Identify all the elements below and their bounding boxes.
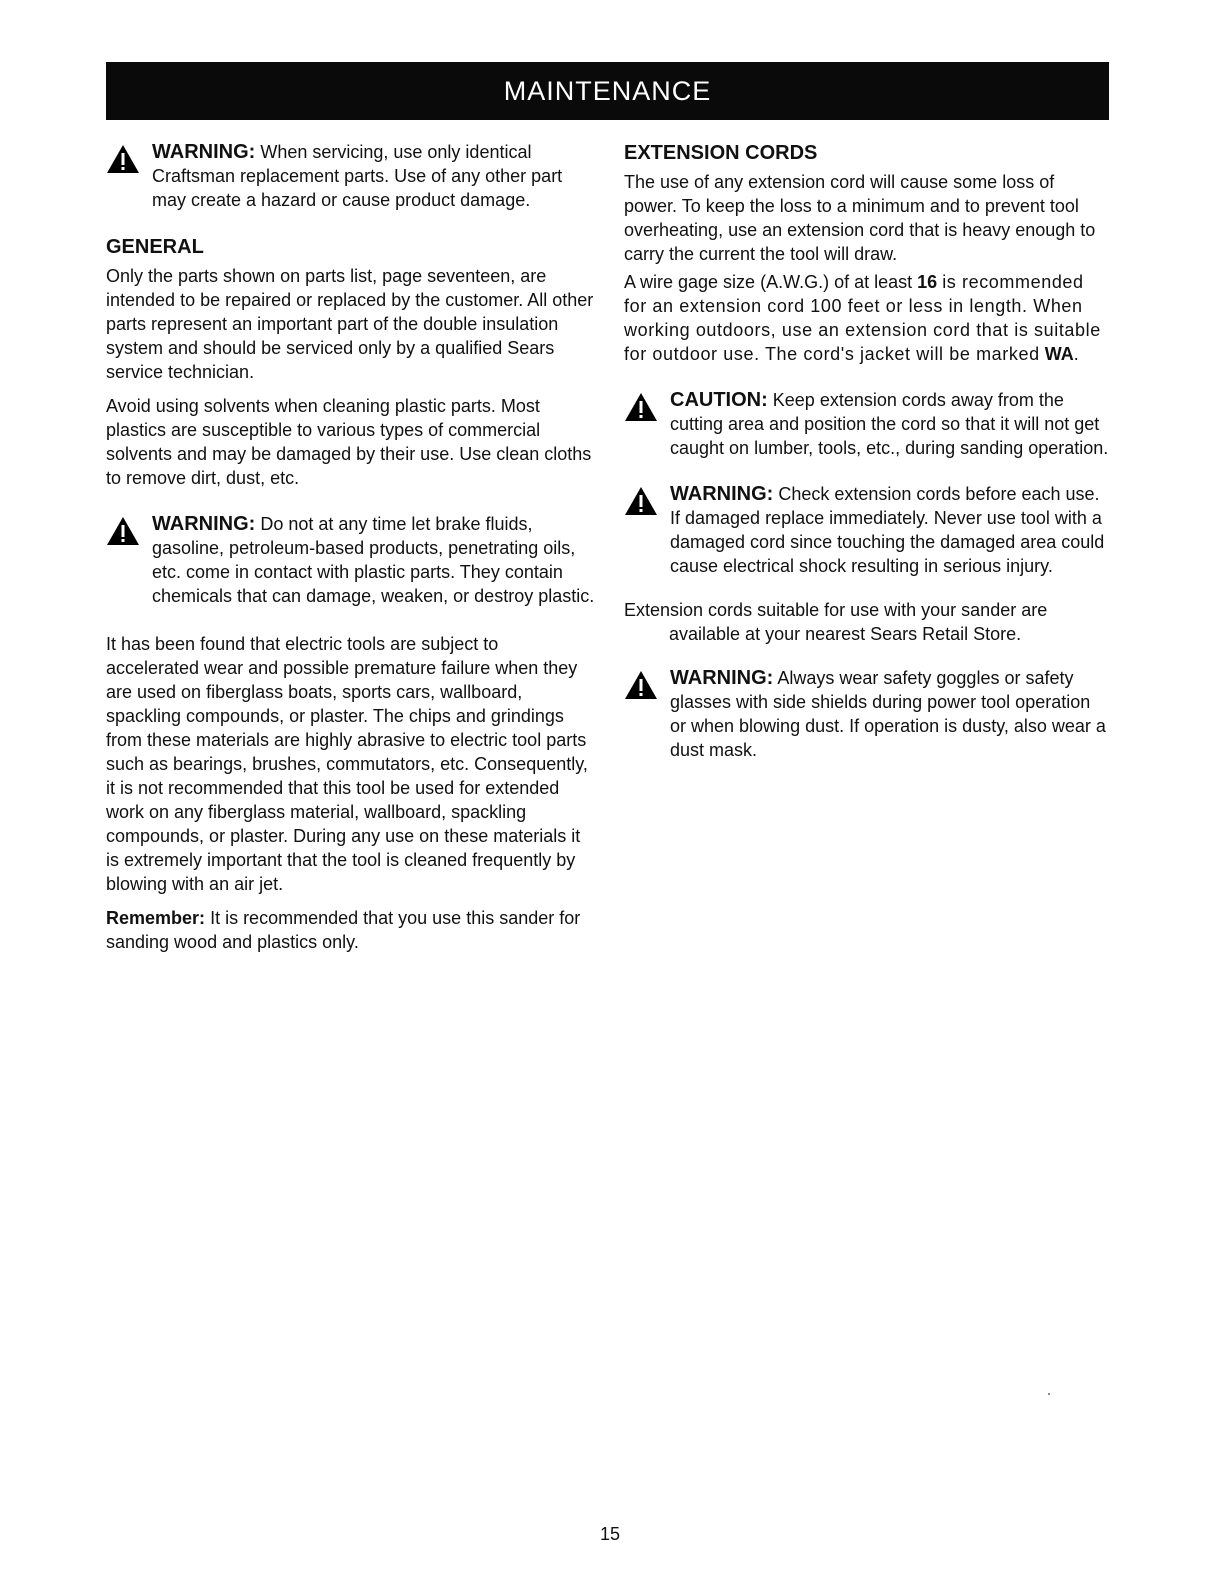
fiberglass-paragraph: It has been found that electric tools are subject to accelerated wear and possible premature failure when they are used on fiberglass boats, sports cars, wallboard, spackling compounds, or plaster. The chips and grindings from these materials are highly abrasive to electric tool parts such as bearings, brushes, commutators, etc. Consequently, it is not recommended that this tool be used for extended work on any fiberglass material, wallboard, spackling compounds, or plaster. During any use on these materials it is extremely important that the tool is cleaned frequently by blowing with an air jet.: [106, 634, 588, 894]
right-column: [624, 140, 1109, 762]
store-paragraph: [624, 598, 1109, 646]
warning-text: Always wear safety goggles or safety glasses with side shields during power tool operation or when blowing dust. If operation is dusty, also wear a dust mask.: [670, 668, 1106, 760]
store-text-rest: available at your nearest Sears Retail Store.: [669, 624, 1022, 644]
store-text-first: Extension cords suitable for use with your sander are: [624, 600, 1048, 620]
sentence-end: .: [1073, 344, 1079, 364]
caution-label: CAUTION:: [670, 389, 768, 411]
warning-check-cords: [624, 482, 1109, 578]
remember-paragraph: [106, 906, 596, 954]
warning-triangle-icon: [106, 516, 140, 546]
warning-triangle-icon: [624, 670, 658, 700]
wire-gage-text: is recommended for an extension cord 100 feet or less in length. When working outdoors, use an extension cord that is suitable for outdoor use. The cord's jacket will be marked: [624, 272, 1101, 364]
section-banner: [106, 62, 1109, 120]
warning-text: Check extension cords before each use. If damaged replace immediately. Never use tool with a damaged cord since touching the damaged area could cause electrical shock resulting in serious injury.: [670, 484, 1105, 576]
wire-gage-prefix: A wire gage size (A.W.G.) of at least: [624, 272, 913, 292]
warning-triangle-icon: [624, 392, 658, 422]
general-paragraph-1: Only the parts shown on parts list, page seventeen, are intended to be repaired or replaced by the customer. All other parts represent an important part of the double insulation system and should be serviced only by a qualified Sears service technician.: [106, 266, 594, 382]
warning-brake-fluids: [106, 512, 596, 608]
warning-text: When servicing, use only identical Craftsman replacement parts. Use of any other part may create a hazard or cause product damage.: [152, 142, 563, 210]
jacket-marking: WA: [1044, 344, 1074, 364]
remember-label: Remember:: [106, 908, 206, 928]
warning-safety-goggles: [624, 666, 1109, 762]
left-column: [106, 140, 596, 954]
section-title: MAINTENANCE: [503, 75, 712, 106]
extension-cords-heading: EXTENSION CORDS: [624, 142, 818, 164]
extension-paragraph-1: The use of any extension cord will cause some loss of power. To keep the loss to a minimum and to prevent tool overheating, use an extension cord that is heavy enough to carry the current the tool will draw.: [624, 172, 1096, 264]
general-heading: GENERAL: [106, 236, 204, 258]
remember-text: It is recommended that you use this sander for sanding wood and plastics only.: [106, 908, 581, 952]
caution-cutting-area: [624, 388, 1109, 460]
page-number: 15: [599, 1524, 621, 1544]
warning-label: WARNING:: [152, 141, 256, 163]
warning-triangle-icon: [624, 486, 658, 516]
warning-text: Do not at any time let brake fluids, gasoline, petroleum-based products, penetrating oils, etc. come in contact with plastic parts. They contain chemicals that can damage, weaken, or destroy plastic.: [152, 514, 595, 606]
scan-speck: [1048, 1393, 1050, 1395]
general-paragraph-2: Avoid using solvents when cleaning plastic parts. Most plastics are susceptible to various types of commercial solvents and may be damaged by their use. Use clean cloths to remove dirt, dust, etc.: [106, 396, 592, 488]
warning-triangle-icon: [106, 144, 140, 174]
wire-gage-value: 16: [917, 272, 938, 292]
extension-paragraph-2: [624, 270, 1109, 366]
warning-label: WARNING:: [670, 667, 774, 689]
warning-label: WARNING:: [152, 513, 256, 535]
caution-text: Keep extension cords away from the cutting area and position the cord so that it will not get caught on lumber, tools, etc., during sanding operation.: [670, 390, 1109, 458]
warning-replacement-parts: [106, 140, 596, 212]
warning-label: WARNING:: [670, 483, 774, 505]
